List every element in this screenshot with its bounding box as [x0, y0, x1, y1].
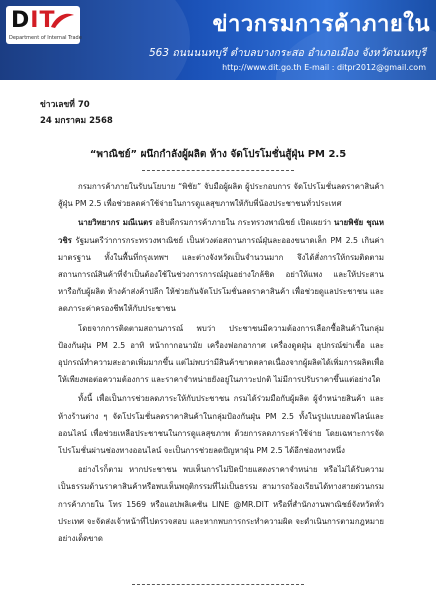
news-number: ข่าวเลขที่ 70 [40, 100, 90, 110]
paragraph-2 [58, 214, 384, 317]
director-name: นายวิทยากร มณีเนตร [78, 218, 153, 228]
header-title: ข่าวกรมการค้าภายใน [212, 12, 430, 37]
news-date: 24 มกราคม 2568 [40, 116, 113, 126]
news-body [58, 178, 384, 547]
divider-bottom [132, 584, 304, 585]
header-banner [0, 0, 436, 80]
news-headline: “พาณิชย์” ผนึกกำลังผู้ผลิต ห้าง จัดโปรโมชั่นสู้ฝุ่น PM 2.5 [89, 149, 347, 160]
paragraph-3-text: โดยจากการติดตามสถานการณ์ พบว่า ประชาชนมีความต้องการเลือกซื้อสินค้าในกลุ่มป้องกันฝุ่น PM 2.5 อาทิ หน้ากากอนามัย เครื่องฟอกอากาศ เครื่องดูดฝุ่น อุปกรณ์ฆ่าเชื้อ และอุปกรณ์ทำความสะอาดเพิ่มมากขึ้น แต่ไม่พบว่ามีสินค้าขาดตลาดเนื่องจากผู้ผลิตได้เพิ่มการผลิตเพื่อให้เพียงพอต่อความต้องการ และราคาจำหน่ายยังอยู่ในภาวะปกติ ไม่มีการปรับราคาขึ้นแต่อย่างใด [58, 323, 384, 385]
logo-department-name: Department of Internal Trade [9, 35, 82, 41]
logo-letters-it: IT [30, 8, 56, 33]
paragraph-5 [58, 461, 384, 547]
header-address: 563 ถนนนนทบุรี ตำบลบางกระสอ อำเภอเมือง จังหวัดนนทบุรี [149, 47, 426, 59]
paragraph-2-mid: อธิบดีกรมการค้าภายใน กระทรวงพาณิชย์ เปิดเผยว่า [152, 218, 334, 228]
divider-top [142, 170, 294, 171]
paragraph-5-text: อย่างไรก็ตาม หากประชาชน พบเห็นการไม่ปิดป้ายแสดงราคาจำหน่าย หรือไม่ได้รับความเป็นธรรมด้านราคาสินค้าหรือพบเห็นพฤติกรรมที่ไม่เป็นธรรม สามารถร้องเรียนได้ทางสายด่วนกรมการค้าภายใน โทร 1569 หรือแอปพลิเคชัน LINE @MR.DIT หรือที่สำนักงานพาณิชย์จังหวัดทั่วประเทศ จะจัดส่งเจ้าหน้าที่ไปตรวจสอบ และหากพบการกระทำความผิด จะดำเนินการตามกฎหมายอย่างเด็ดขาด [58, 465, 384, 544]
paragraph-1 [58, 178, 384, 212]
paragraph-2-text: รัฐมนตรีว่าการกระทรวงพาณิชย์ เป็นห่วงต่อสถานการณ์ฝุ่นละอองขนาดเล็ก PM 2.5 เกินค่ามาตรฐาน ทั้งในพื้นที่กรุงเทพฯ และต่างจังหวัดเป็นจำนวนมาก จึงได้สั่งการให้กรมติดตามสถานการณ์สินค้าที่จำเป็นต้องใช้ในช่วงการการณ์ฝุ่นอย่างใกล้ชิด อย่าให้แพง และให้ประสานหารือกับผู้ผลิต ห้างค้าส่งค้าปลีก ให้ช่วยกันจัดโปรโมชั่นลดราคาสินค้า เพื่อช่วยดูแลประชาชน และลดภาระค่าครองชีพให้กับประชาชน [58, 235, 384, 314]
header-contact: http://www.dit.go.th E-mail : ditpr2012@gmail.com [222, 63, 426, 72]
paragraph-3 [58, 320, 384, 389]
paragraph-4-text: ทั้งนี้ เพื่อเป็นการช่วยลดภาระให้กับประชาชน กรมได้ร่วมมือกับผู้ผลิต ผู้จำหน่ายสินค้า และห้างร้านต่าง ๆ จัดโปรโมชั่นลดราคาสินค้าในกลุ่มป้องกันฝุ่น PM 2.5 ทั้งในรูปแบบออฟไลน์และออนไลน์ เพื่อช่วยเหลือประชาชนในการดูแลสุขภาพ ด้วยการลดภาระค่าใช้จ่าย โดยเฉพาะการจัดโปรโมชั่นผ่านช่องทางออนไลน์ จะเป็นการช่วยลดปัญหาฝุ่น PM 2.5 ได้อีกช่องทางหนึ่ง [58, 394, 384, 456]
logo-letter-d: D [11, 8, 31, 33]
paragraph-1-text: กรมการค้าภายในรับนโยบาย “พิชัย” จับมือผู้ผลิต ผู้ประกอบการ จัดโปรโมชั่นลดราคาสินค้าสู้ฝุ่น PM 2.5 เพื่อช่วยลดค่าใช้จ่ายในการดูแลสุขภาพให้กับพี่น้องประชาชนทั่วประเทศ [58, 182, 384, 209]
minister-name: นายพิชัย ชุณหวชิร [58, 218, 385, 245]
paragraph-4 [58, 390, 384, 459]
news-meta [40, 97, 113, 129]
